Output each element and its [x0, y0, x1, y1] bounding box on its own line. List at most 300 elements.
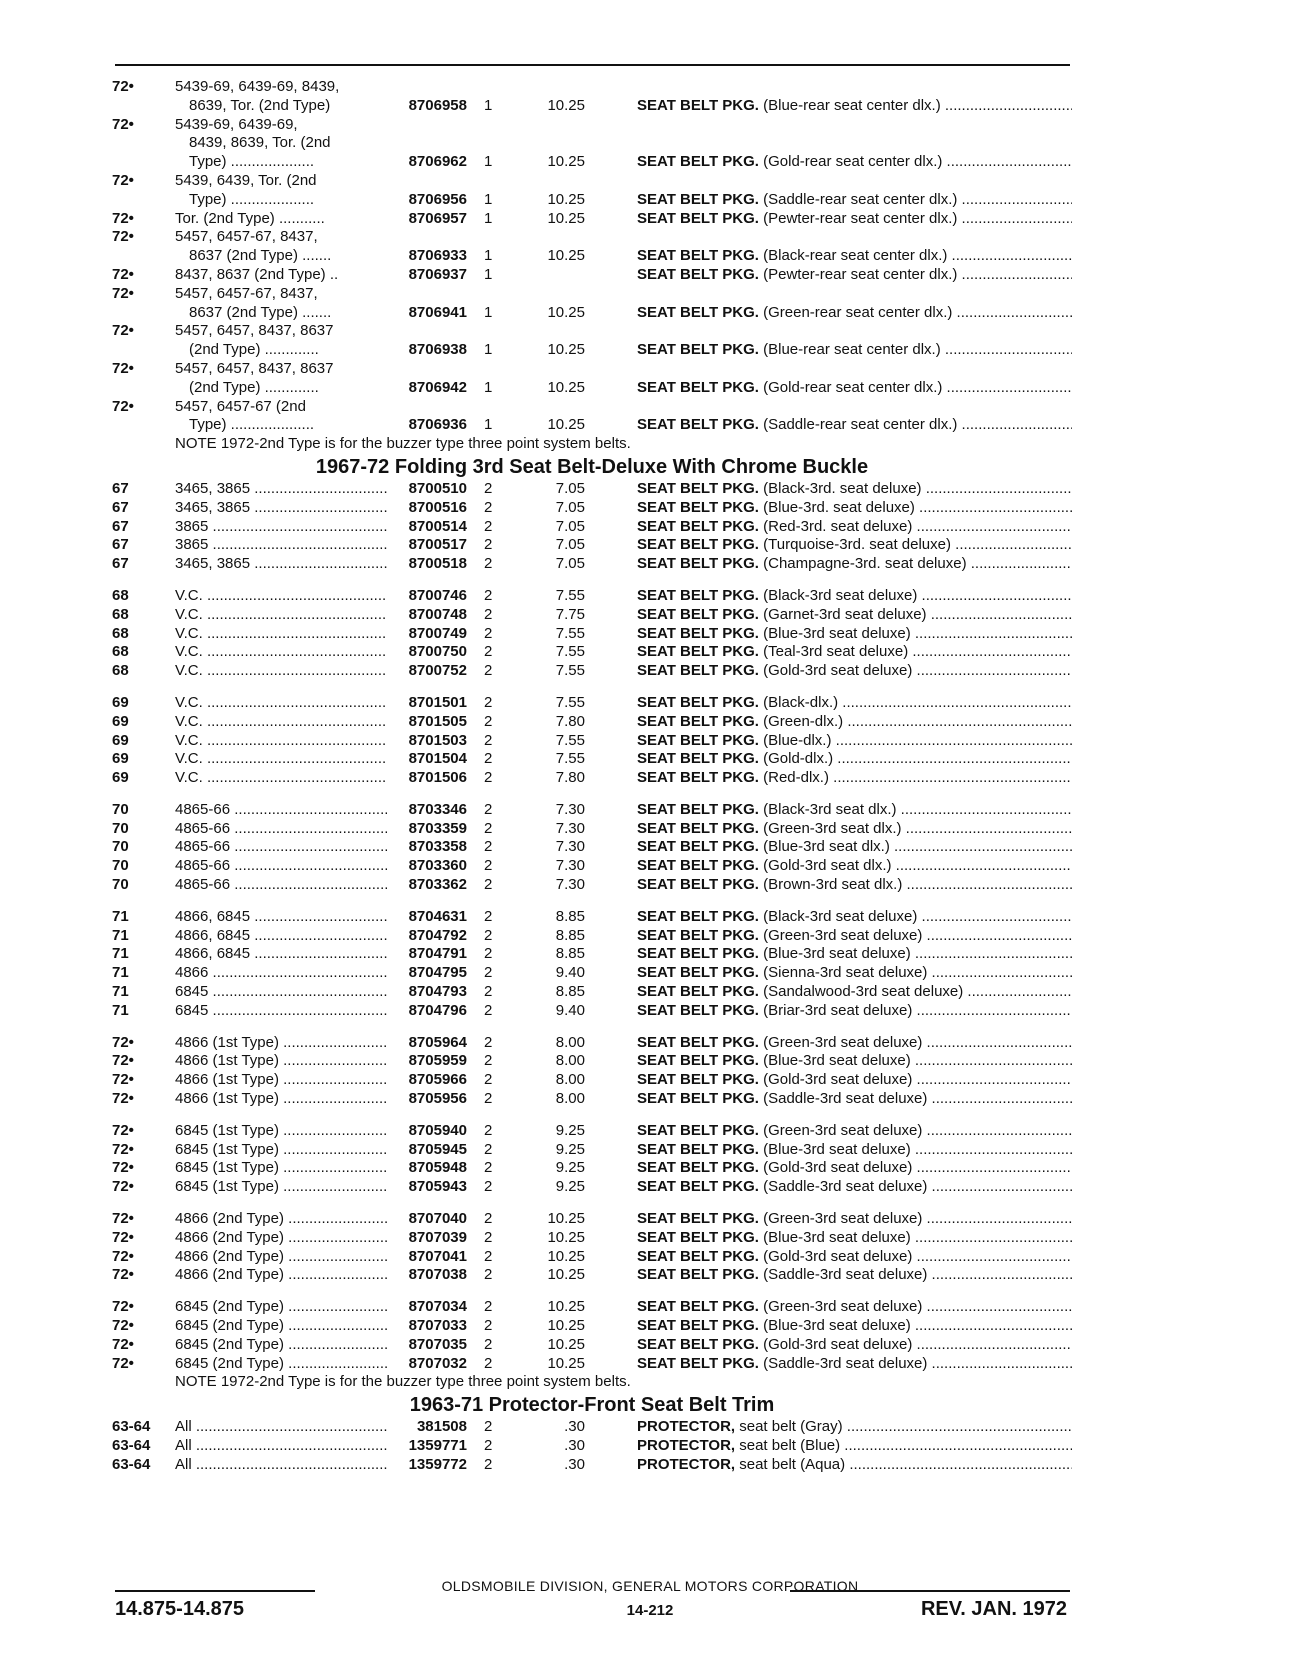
part-name-detail: (Saddle-rear seat center dlx.) — [763, 190, 958, 208]
part-name-bold: SEAT BELT PKG. — [637, 303, 759, 321]
part-name-cell — [637, 304, 1072, 323]
part-number-cell: 8704793 — [408, 983, 467, 1001]
part-name-cell — [637, 555, 1072, 574]
part-name-detail: (Blue-rear seat center dlx.) — [763, 341, 941, 359]
part-name-cell — [637, 769, 1072, 788]
part-name-bold: SEAT BELT PKG. — [637, 712, 759, 730]
model-cell: 4865-66 ..... — [175, 820, 387, 839]
part-name-detail: (Saddle-3rd seat deluxe) — [763, 1090, 928, 1108]
model-cell: 4866, 6845 ..... — [175, 908, 387, 927]
part-number-cell: 8700748 — [408, 605, 467, 623]
part-name-detail: (Black-3rd seat dlx.) — [763, 800, 897, 818]
price-cell: 7.55 — [555, 586, 585, 604]
part-name-bold: SEAT BELT PKG. — [637, 800, 759, 818]
quantity-cell: 2 — [484, 586, 493, 604]
part-number-cell: 8704796 — [408, 1001, 467, 1019]
part-name-bold: SEAT BELT PKG. — [637, 479, 759, 497]
part-name-bold: SEAT BELT PKG. — [637, 209, 759, 227]
part-number-cell: 8703360 — [408, 857, 467, 875]
part-name-cell — [637, 1355, 1072, 1374]
section-heading: 1963-71 Protector-Front Seat Belt Trim — [409, 1394, 775, 1417]
price-cell: 7.80 — [555, 769, 585, 787]
part-name-cell — [637, 1317, 1072, 1336]
parts-list — [112, 78, 1072, 1475]
year-cell: 70 — [112, 838, 129, 856]
part-name-bold: SEAT BELT PKG. — [637, 1052, 759, 1070]
part-number-cell: 8701505 — [408, 712, 467, 730]
year-cell: 68 — [112, 662, 129, 680]
model-cell: 5439-69, 6439-69, — [175, 115, 298, 133]
part-name-cell — [637, 838, 1072, 857]
part-name-detail: (Blue-3rd seat deluxe) — [763, 624, 911, 642]
part-name-bold: SEAT BELT PKG. — [637, 693, 759, 711]
price-cell: 7.55 — [555, 731, 585, 749]
year-cell: 67 — [112, 555, 129, 573]
price-cell: 10.25 — [547, 1210, 585, 1228]
price-cell: .30 — [564, 1418, 585, 1436]
part-name-bold: SEAT BELT PKG. — [637, 1159, 759, 1177]
part-name-cell — [637, 801, 1072, 820]
part-name-cell — [637, 713, 1072, 732]
table-row — [112, 820, 1072, 839]
table-row — [112, 480, 1072, 499]
price-cell: 8.00 — [555, 1090, 585, 1108]
table-row — [112, 625, 1072, 644]
quantity-cell: 2 — [484, 1418, 493, 1436]
model-cell: 5457, 6457-67, 8437, — [175, 228, 318, 246]
part-name-bold: SEAT BELT PKG. — [637, 907, 759, 925]
part-name-bold: SEAT BELT PKG. — [637, 190, 759, 208]
part-number-cell: 8700746 — [408, 586, 467, 604]
part-name-cell — [637, 480, 1072, 499]
part-name-detail: (Blue-3rd seat deluxe) — [763, 1140, 911, 1158]
quantity-cell: 2 — [484, 1317, 493, 1335]
year-cell: 68 — [112, 586, 129, 604]
model-cell: (2nd Type) ............. — [189, 378, 319, 396]
price-cell: 10.25 — [547, 153, 585, 171]
part-number-cell: 8705945 — [408, 1140, 467, 1158]
quantity-cell: 2 — [484, 1140, 493, 1158]
part-name-bold: SEAT BELT PKG. — [637, 605, 759, 623]
part-number-cell: 381508 — [416, 1418, 467, 1436]
section-heading: 1967-72 Folding 3rd Seat Belt-Deluxe With Chrome Buckle — [315, 455, 869, 478]
part-name-cell — [637, 1178, 1072, 1197]
quantity-cell: 2 — [484, 1335, 493, 1353]
part-name-bold: SEAT BELT PKG. — [637, 586, 759, 604]
part-name-bold: SEAT BELT PKG. — [637, 945, 759, 963]
part-number-cell: 8703362 — [408, 876, 467, 894]
table-row — [112, 1159, 1072, 1178]
part-name-bold: SEAT BELT PKG. — [637, 857, 759, 875]
price-cell: 10.25 — [547, 1266, 585, 1284]
quantity-cell: 2 — [484, 1210, 493, 1228]
price-cell: 10.25 — [547, 341, 585, 359]
part-number-cell: 8704795 — [408, 964, 467, 982]
model-cell: 5457, 6457-67, 8437, — [175, 284, 318, 302]
year-cell: 72• — [112, 1159, 134, 1177]
model-cell: 3465, 3865 ..... — [175, 480, 387, 499]
part-number-cell: 1359771 — [408, 1437, 467, 1454]
part-number-cell: 8707041 — [408, 1247, 467, 1265]
quantity-cell: 2 — [484, 983, 493, 1001]
part-name-detail: (Green-3rd seat deluxe) — [763, 926, 923, 944]
part-name-detail: (Gold-3rd seat dlx.) — [763, 857, 892, 875]
price-cell: 7.30 — [555, 800, 585, 818]
model-cell: V.C. ..... — [175, 606, 387, 625]
year-cell: 72• — [112, 1071, 134, 1089]
quantity-cell: 2 — [484, 1033, 493, 1051]
model-cell: 6845 (2nd Type) ..... — [175, 1317, 387, 1336]
model-cell: 3465, 3865 ..... — [175, 555, 387, 574]
part-name-detail: (Gold-rear seat center dlx.) — [763, 378, 943, 396]
table-row — [112, 876, 1072, 895]
model-cell: 6845 (2nd Type) ..... — [175, 1336, 387, 1355]
part-name-detail: (Green-3rd seat dlx.) — [763, 819, 902, 837]
part-number-cell: 8707032 — [408, 1354, 467, 1372]
year-cell: 72• — [112, 1335, 134, 1353]
table-row — [112, 1090, 1072, 1109]
part-number-cell: 8704631 — [408, 907, 467, 925]
price-cell: 10.25 — [547, 1317, 585, 1335]
part-name-cell — [637, 1336, 1072, 1355]
table-row — [112, 416, 1072, 435]
table-row — [112, 1248, 1072, 1267]
model-cell: 4866 ..... — [175, 964, 387, 983]
model-cell: 4866 (1st Type) ..... — [175, 1090, 387, 1109]
part-name-detail: (Gold-dlx.) — [763, 750, 834, 768]
model-cell: 6845 (2nd Type) ..... — [175, 1355, 387, 1374]
table-row — [112, 341, 1072, 360]
part-name-detail: (Blue-rear seat center dlx.) — [763, 96, 941, 114]
part-name-cell — [637, 662, 1072, 681]
price-cell: 10.25 — [547, 303, 585, 321]
part-number-cell: 8707040 — [408, 1210, 467, 1228]
part-number-cell: 8707038 — [408, 1266, 467, 1284]
part-name-cell — [637, 964, 1072, 983]
part-name-bold: SEAT BELT PKG. — [637, 265, 759, 283]
year-cell: 72• — [112, 1317, 134, 1335]
part-name-detail: (Gold-3rd seat deluxe) — [763, 662, 913, 680]
quantity-cell: 2 — [484, 1354, 493, 1372]
model-cell: 6845 (1st Type) ..... — [175, 1178, 387, 1197]
part-number-cell: 8705964 — [408, 1033, 467, 1051]
part-number-cell: 8705966 — [408, 1071, 467, 1089]
part-name-cell — [637, 1052, 1072, 1071]
table-row — [112, 1355, 1072, 1374]
part-name-detail: (Gold-rear seat center dlx.) — [763, 153, 943, 171]
quantity-cell: 2 — [484, 907, 493, 925]
year-cell: 70 — [112, 800, 129, 818]
part-name-cell — [637, 1122, 1072, 1141]
year-cell: 72• — [112, 1210, 134, 1228]
table-row — [112, 983, 1072, 1002]
model-cell: 4866, 6845 ..... — [175, 927, 387, 946]
part-name-detail: (Gold-3rd seat deluxe) — [763, 1071, 913, 1089]
part-name-cell — [637, 1266, 1072, 1285]
footer-revision: REV. JAN. 1972 — [920, 1598, 1067, 1620]
model-cell: 5439, 6439, Tor. (2nd — [175, 171, 317, 189]
table-row — [112, 536, 1072, 555]
quantity-cell: 2 — [484, 693, 493, 711]
model-cell: (2nd Type) ............. — [189, 341, 319, 359]
table-row — [112, 1456, 1072, 1475]
part-name-detail: (Blue-3rd seat deluxe) — [763, 945, 911, 963]
part-number-cell: 8704792 — [408, 926, 467, 944]
part-number-cell: 8706942 — [408, 378, 467, 396]
part-number-cell: 8700750 — [408, 643, 467, 661]
part-number-cell: 8701503 — [408, 731, 467, 749]
table-row — [112, 266, 1072, 285]
part-name-bold: SEAT BELT PKG. — [637, 750, 759, 768]
quantity-cell: 2 — [484, 1052, 493, 1070]
year-cell: 68 — [112, 605, 129, 623]
quantity-cell: 2 — [484, 819, 493, 837]
table-row-continuation — [112, 172, 1072, 191]
model-cell: 8637 (2nd Type) ....... — [189, 247, 332, 265]
part-name-cell — [637, 1071, 1072, 1090]
model-cell: All ..... — [175, 1437, 387, 1456]
part-name-cell — [637, 1418, 1072, 1437]
year-cell: 63-64 — [112, 1455, 151, 1473]
price-cell: 10.25 — [547, 247, 585, 265]
part-name-cell — [637, 210, 1072, 229]
year-cell: 68 — [112, 624, 129, 642]
part-name-cell — [637, 857, 1072, 876]
table-row — [112, 1298, 1072, 1317]
model-cell: 8639, Tor. (2nd Type) — [189, 96, 331, 114]
part-name-cell — [637, 1437, 1072, 1456]
part-number-cell: 8706956 — [408, 190, 467, 208]
price-cell: .30 — [564, 1455, 585, 1473]
part-number-cell: 8705940 — [408, 1121, 467, 1139]
model-cell: 6845 (1st Type) ..... — [175, 1159, 387, 1178]
quantity-cell: 2 — [484, 624, 493, 642]
quantity-cell: 1 — [484, 265, 493, 283]
part-name-bold: PROTECTOR, — [637, 1437, 736, 1454]
part-name-bold: SEAT BELT PKG. — [637, 1354, 759, 1372]
part-name-detail: (Blue-3rd. seat deluxe) — [763, 498, 915, 516]
part-name-bold: SEAT BELT PKG. — [637, 96, 759, 114]
year-cell: 71 — [112, 907, 129, 925]
model-cell: 8637 (2nd Type) ....... — [189, 303, 332, 321]
part-name-detail: (Blue-3rd seat deluxe) — [763, 1052, 911, 1070]
part-number-cell: 8700510 — [408, 479, 467, 497]
table-row — [112, 587, 1072, 606]
price-cell: 8.85 — [555, 926, 585, 944]
table-row-continuation — [112, 116, 1072, 135]
model-cell: V.C. ..... — [175, 769, 387, 788]
part-name-detail: (Black-3rd. seat deluxe) — [763, 479, 922, 497]
quantity-cell: 2 — [484, 517, 493, 535]
year-cell: 70 — [112, 876, 129, 894]
table-row-continuation — [112, 360, 1072, 379]
model-cell: V.C. ..... — [175, 694, 387, 713]
part-name-detail: (Gold-3rd seat deluxe) — [763, 1159, 913, 1177]
year-cell: 71 — [112, 945, 129, 963]
part-name-bold: SEAT BELT PKG. — [637, 1298, 759, 1316]
part-name-cell — [637, 945, 1072, 964]
part-name-bold: SEAT BELT PKG. — [637, 1317, 759, 1335]
model-cell: 6845 (1st Type) ..... — [175, 1141, 387, 1160]
year-cell: 72• — [112, 1052, 134, 1070]
model-cell: 4866 (1st Type) ..... — [175, 1052, 387, 1071]
year-cell: 69 — [112, 750, 129, 768]
part-name-bold: SEAT BELT PKG. — [637, 247, 759, 265]
quantity-cell: 2 — [484, 876, 493, 894]
year-cell: 72• — [112, 397, 134, 415]
part-number-cell: 8705959 — [408, 1052, 467, 1070]
year-cell: 71 — [112, 983, 129, 1001]
quantity-cell: 2 — [484, 536, 493, 554]
year-cell: 69 — [112, 693, 129, 711]
quantity-cell: 2 — [484, 1298, 493, 1316]
part-name-detail: (Black-3rd seat deluxe) — [763, 907, 918, 925]
price-cell: 10.25 — [547, 1247, 585, 1265]
table-row — [112, 97, 1072, 116]
table-row — [112, 908, 1072, 927]
model-cell: Type) .................... — [189, 190, 315, 208]
model-cell: 4865-66 ..... — [175, 838, 387, 857]
part-name-detail: (Sienna-3rd seat deluxe) — [763, 964, 928, 982]
part-name-cell — [637, 643, 1072, 662]
table-row — [112, 643, 1072, 662]
model-cell: 5457, 6457-67 (2nd — [175, 397, 306, 415]
model-cell: V.C. ..... — [175, 643, 387, 662]
model-cell: V.C. ..... — [175, 587, 387, 606]
price-cell: 7.55 — [555, 624, 585, 642]
quantity-cell: 2 — [484, 1090, 493, 1108]
part-name-detail: (Green-rear seat center dlx.) — [763, 303, 953, 321]
price-cell: 7.05 — [555, 479, 585, 497]
model-cell: 4866 (2nd Type) ..... — [175, 1210, 387, 1229]
part-name-bold: SEAT BELT PKG. — [637, 1071, 759, 1089]
model-cell: 4866 (2nd Type) ..... — [175, 1266, 387, 1285]
part-number-cell: 8700514 — [408, 517, 467, 535]
quantity-cell: 2 — [484, 1121, 493, 1139]
part-name-cell — [637, 153, 1072, 172]
footer-section-number: 14.875-14.875 — [115, 1598, 245, 1620]
part-name-bold: SEAT BELT PKG. — [637, 1001, 759, 1019]
table-row — [112, 1178, 1072, 1197]
part-number-cell: 8706941 — [408, 303, 467, 321]
part-name-bold: SEAT BELT PKG. — [637, 838, 759, 856]
footnote: NOTE 1972-2nd Type is for the buzzer type three point system belts. — [175, 435, 631, 453]
model-cell: 6845 (2nd Type) ..... — [175, 1298, 387, 1317]
year-cell: 71 — [112, 1001, 129, 1019]
table-row — [112, 1122, 1072, 1141]
quantity-cell: 2 — [484, 1071, 493, 1089]
part-name-bold: SEAT BELT PKG. — [637, 643, 759, 661]
table-row — [112, 1317, 1072, 1336]
year-cell: 72• — [112, 1228, 134, 1246]
quantity-cell: 2 — [484, 964, 493, 982]
part-name-detail: (Black-dlx.) — [763, 693, 839, 711]
part-name-detail: (Turquoise-3rd. seat deluxe) — [763, 536, 951, 554]
part-name-detail: (Teal-3rd seat deluxe) — [763, 643, 909, 661]
part-name-cell — [637, 266, 1072, 285]
part-name-bold: SEAT BELT PKG. — [637, 416, 759, 434]
quantity-cell: 2 — [484, 1437, 493, 1454]
part-name-bold: SEAT BELT PKG. — [637, 1121, 759, 1139]
price-cell: 9.25 — [555, 1140, 585, 1158]
model-cell: V.C. ..... — [175, 713, 387, 732]
quantity-cell: 1 — [484, 190, 493, 208]
year-cell: 67 — [112, 536, 129, 554]
part-name-cell — [637, 1229, 1072, 1248]
price-cell: 9.40 — [555, 964, 585, 982]
price-cell: 10.25 — [547, 1228, 585, 1246]
part-name-cell — [637, 927, 1072, 946]
part-name-bold: SEAT BELT PKG. — [637, 1266, 759, 1284]
part-name-cell — [637, 416, 1072, 435]
quantity-cell: 1 — [484, 341, 493, 359]
quantity-cell: 2 — [484, 479, 493, 497]
quantity-cell: 2 — [484, 662, 493, 680]
part-name-detail: (Blue-dlx.) — [763, 731, 832, 749]
quantity-cell: 1 — [484, 153, 493, 171]
year-cell: 72• — [112, 1033, 134, 1051]
part-number-cell: 8705943 — [408, 1178, 467, 1196]
part-name-bold: SEAT BELT PKG. — [637, 378, 759, 396]
part-name-detail: (Blue-3rd seat deluxe) — [763, 1317, 911, 1335]
table-row — [112, 750, 1072, 769]
part-name-cell — [637, 1002, 1072, 1021]
part-number-cell: 8703358 — [408, 838, 467, 856]
year-cell: 72• — [112, 228, 134, 246]
part-number-cell: 8705956 — [408, 1090, 467, 1108]
table-row — [112, 606, 1072, 625]
year-cell: 72• — [112, 1140, 134, 1158]
part-name-cell — [637, 694, 1072, 713]
model-cell: 5439-69, 6439-69, 8439, — [175, 78, 340, 95]
part-name-detail: (Saddle-3rd seat deluxe) — [763, 1354, 928, 1372]
year-cell: 63-64 — [112, 1437, 151, 1454]
table-row — [112, 1002, 1072, 1021]
model-cell: 5457, 6457, 8437, 8637 — [175, 322, 334, 340]
price-cell: 7.55 — [555, 693, 585, 711]
price-cell: 10.25 — [547, 190, 585, 208]
part-name-bold: SEAT BELT PKG. — [637, 1247, 759, 1265]
footer-division: OLDSMOBILE DIVISION, GENERAL MOTORS CORPORATION — [441, 1578, 859, 1594]
table-row — [112, 838, 1072, 857]
part-number-cell: 8707039 — [408, 1228, 467, 1246]
part-name-cell — [637, 247, 1072, 266]
price-cell: 7.30 — [555, 838, 585, 856]
model-cell: 6845 (1st Type) ..... — [175, 1122, 387, 1141]
price-cell: 8.85 — [555, 983, 585, 1001]
table-row — [112, 694, 1072, 713]
price-cell: 10.25 — [547, 96, 585, 114]
table-row — [112, 964, 1072, 983]
part-name-bold: SEAT BELT PKG. — [637, 1228, 759, 1246]
part-name-bold: SEAT BELT PKG. — [637, 498, 759, 516]
year-cell: 70 — [112, 857, 129, 875]
price-cell: 8.85 — [555, 907, 585, 925]
part-name-cell — [637, 499, 1072, 518]
part-name-cell — [637, 750, 1072, 769]
year-cell: 72• — [112, 284, 134, 302]
part-name-cell — [637, 1210, 1072, 1229]
top-rule — [115, 64, 1070, 66]
table-row — [112, 769, 1072, 788]
part-name-cell — [637, 1248, 1072, 1267]
year-cell: 67 — [112, 498, 129, 516]
table-row-continuation — [112, 134, 1072, 153]
year-cell: 69 — [112, 712, 129, 730]
quantity-cell: 1 — [484, 96, 493, 114]
part-name-cell — [637, 606, 1072, 625]
price-cell: 10.25 — [547, 1298, 585, 1316]
